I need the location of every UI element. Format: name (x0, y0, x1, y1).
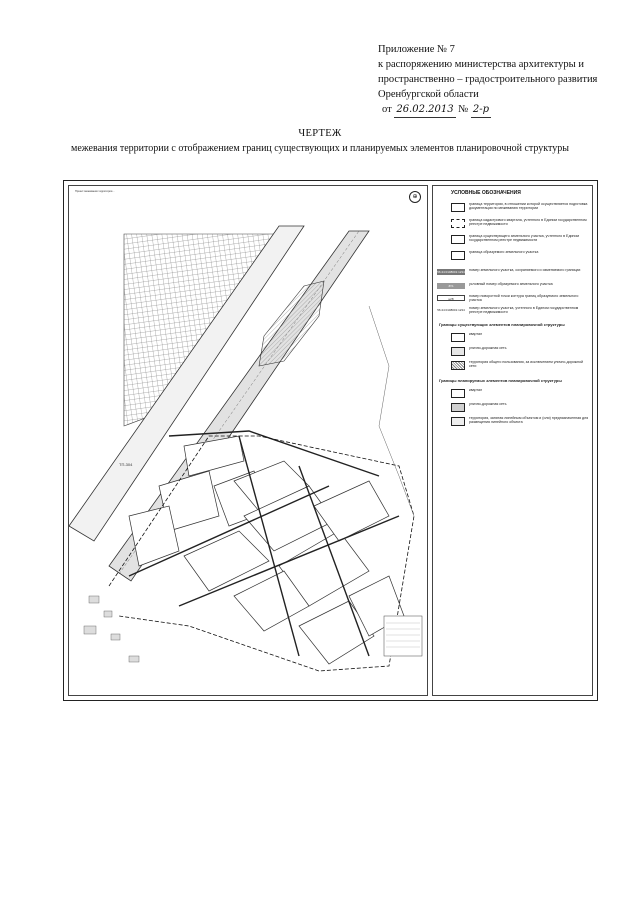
legend-section-planned: Границы планируемых элементов планировочной структуры (439, 378, 562, 383)
document-title: ЧЕРТЕЖ (298, 128, 342, 139)
survey-boundary-symbol (451, 203, 465, 212)
drawing-sheet (63, 180, 598, 701)
handwritten-date: 26.02.2013 (394, 102, 455, 118)
appendix-line-3: пространственно – градостроительного развития (378, 74, 598, 85)
public-area-symbol (451, 361, 465, 370)
legend-code-item: 56:44:0108001:1234 номер земельного участка, сохраняемого и изменяемого границах (437, 268, 581, 274)
legend-item: улично-дорожная сеть (437, 402, 589, 416)
compass-icon: ⊕ (409, 191, 421, 203)
map-header-note: Проект межевания территории... (75, 190, 115, 193)
document-subtitle: межевания территории с отображением границ существующих и планируемых элементов планировочной структуры (71, 143, 569, 154)
legend-item: улично-дорожная сеть (437, 346, 589, 360)
legend-code-item: 56:44:0108001:1234 номер земельного участка, учтенного в Едином государственном реестре недвижимости (437, 306, 579, 315)
appendix-line-2: к распоряжению министерства архитектуры и (378, 59, 584, 70)
legend-item: граница образуемого земельного участка (437, 250, 589, 264)
legend-item: квартал (437, 388, 589, 402)
planned-street-symbol (451, 403, 465, 412)
legend-title: УСЛОВНЫЕ ОБОЗНАЧЕНИЯ (451, 190, 521, 196)
number-prefix: № (458, 104, 469, 115)
map-frame (68, 185, 428, 696)
legend-code-item: ЗУ1 условный номер образуемого земельного участка (437, 282, 589, 296)
appendix-date-line (378, 102, 628, 118)
new-parcel-symbol (451, 251, 465, 260)
legend-panel (432, 185, 593, 696)
legend-item: граница территории, в отношении которой осуществляется подготовка документации по межеванию территории (437, 202, 589, 216)
quarter-symbol (451, 333, 465, 342)
date-prefix: от (382, 104, 392, 115)
legend-section-existing: Границы существующих элементов планировочной структуры (439, 322, 565, 327)
existing-parcel-symbol (451, 235, 465, 244)
legend-code-item: н28 номер поворотной точки контура границ образуемого земельного участка (437, 294, 589, 308)
street-network-symbol (451, 347, 465, 356)
planned-quarter-symbol (451, 389, 465, 398)
appendix-line-1: Приложение № 7 (378, 44, 455, 55)
appendix-line-4: Оренбургской области (378, 89, 479, 100)
road-label: ТП-304 (119, 462, 133, 467)
linear-object-symbol (451, 417, 465, 426)
cadastral-quarter-symbol (451, 219, 465, 228)
legend-item: территория, занятая линейным объектом и (или) предназначенная для размещения линейного объекта (437, 416, 589, 430)
handwritten-number: 2-р (471, 102, 491, 118)
legend-item: граница кадастрового квартала, учтенного в Едином государственном реестре недвижимости (437, 218, 589, 232)
legend-item: территория общего пользования, за исключением улично-дорожной сети (437, 360, 589, 374)
appendix-block (378, 42, 628, 118)
cadastral-map (69, 186, 427, 695)
green-zone (259, 281, 324, 366)
legend-item: квартал (437, 332, 589, 346)
legend-item: граница существующего земельного участка, учтенного в Едином государственном реестре недвижимости (437, 234, 589, 248)
